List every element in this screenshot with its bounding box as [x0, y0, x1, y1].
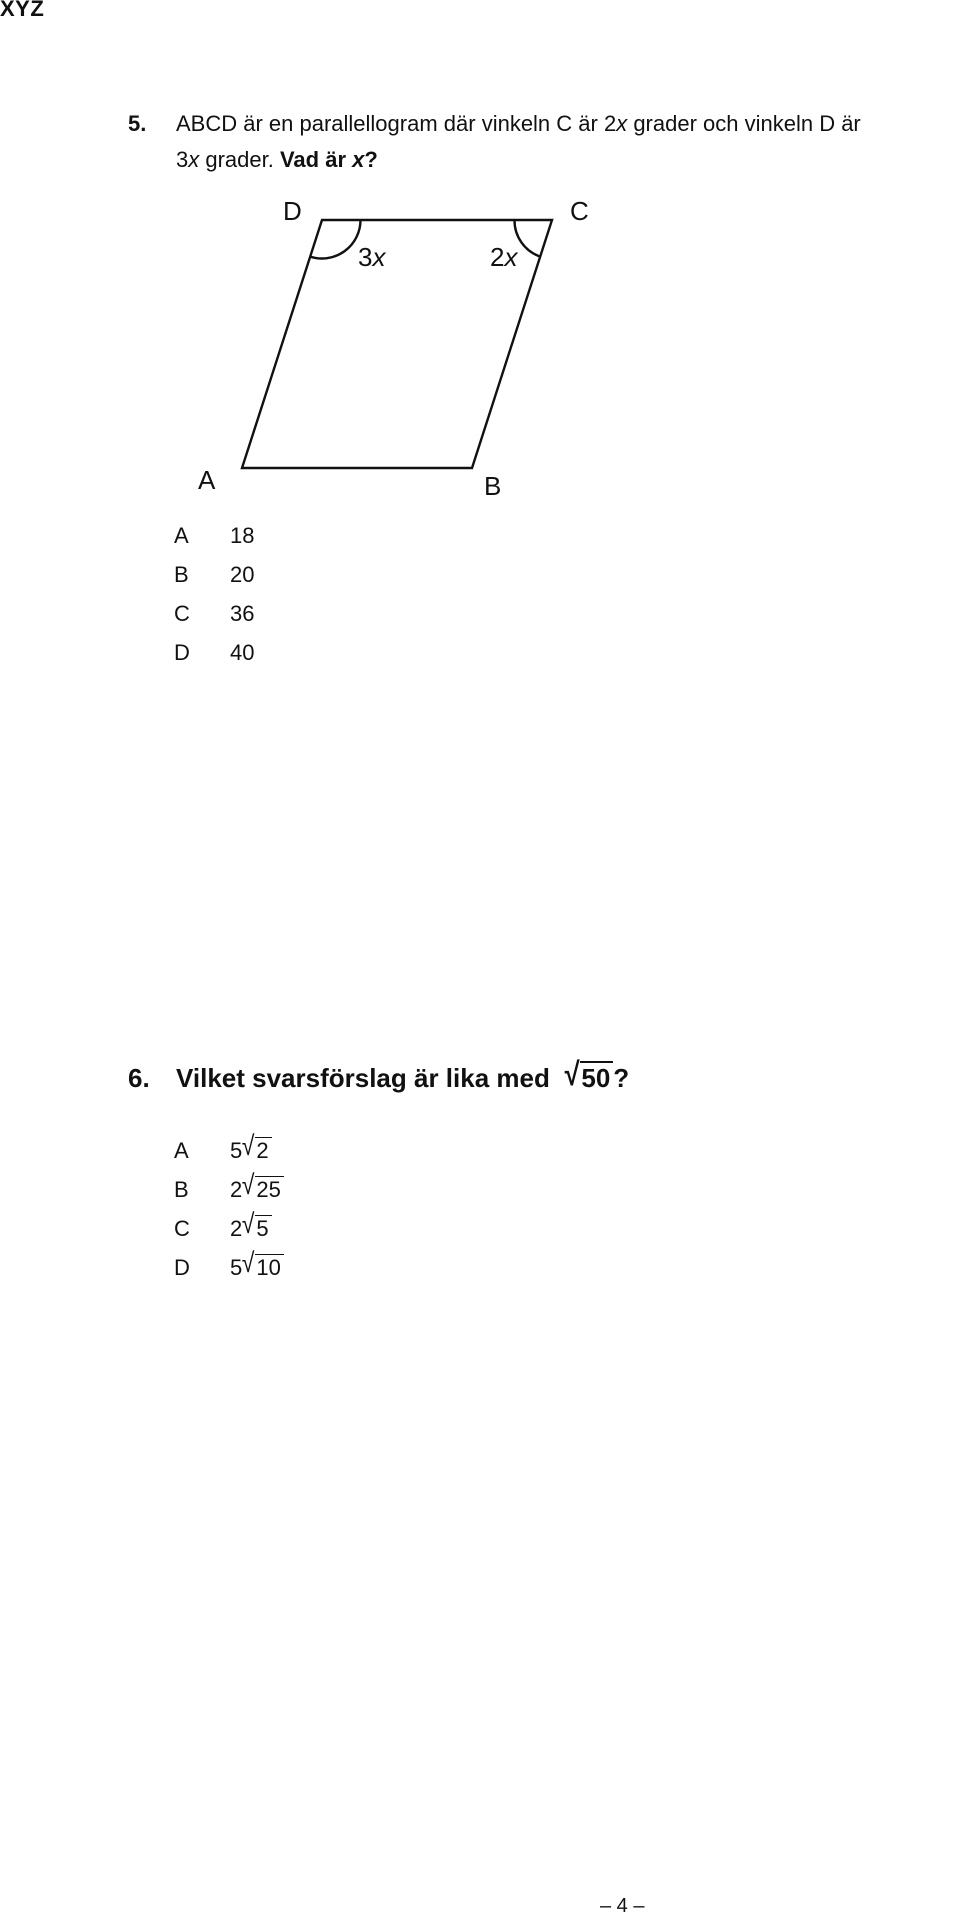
coefficient: 5 [230, 1138, 243, 1163]
angle-d-arc [310, 220, 360, 258]
angle-c-label: 2x [490, 242, 518, 272]
option-letter: B [174, 1177, 189, 1202]
q5-text-part: grader och vinkeln D är [627, 111, 861, 136]
option-letter: A [174, 1138, 189, 1163]
option-letter: C [174, 601, 190, 626]
sqrt-icon: √ [241, 1247, 255, 1279]
page-number: – 4 – [600, 1895, 645, 1917]
angle-c-arc [514, 220, 540, 257]
option-letter: B [174, 562, 189, 587]
vertex-label-a: A [198, 465, 216, 495]
vertex-label-c: C [570, 196, 589, 226]
radicand: 2 [255, 1137, 271, 1164]
parallelogram-figure [0, 0, 960, 520]
q6-sqrt-expression [564, 1054, 613, 1096]
option-value: 36 [230, 601, 255, 626]
option-letter: C [174, 1216, 190, 1241]
vertex-label-d: D [283, 196, 302, 226]
option-value [230, 1248, 284, 1287]
option-letter: A [174, 523, 189, 548]
q5-question: Vad är x? [279, 147, 378, 172]
q5-text-part: ABCD är en parallellogram där vinkeln C är 2 [176, 111, 617, 136]
option-value [230, 1170, 284, 1209]
question-6-number: 6. [128, 1063, 150, 1093]
option-letter: D [174, 1255, 190, 1280]
sqrt-icon: √ [241, 1208, 255, 1240]
q5-text-part: grader. [199, 147, 280, 172]
q5-variable: x [188, 147, 200, 172]
vertex-label-b: B [484, 471, 502, 501]
sqrt-expression [242, 1248, 284, 1287]
option-value: 40 [230, 640, 255, 665]
header-title: XYZ [0, 0, 45, 21]
question-6-text [176, 1054, 630, 1096]
coefficient: 2 [230, 1177, 243, 1202]
q6-question-mark: ? [613, 1063, 630, 1093]
angle-d-label: 3x [358, 242, 386, 272]
radicand: 5 [255, 1215, 271, 1242]
q5-variable: x [616, 111, 628, 136]
option-value: 20 [230, 562, 255, 587]
option-letter: D [174, 640, 190, 665]
coefficient: 2 [230, 1216, 243, 1241]
q5-text-part: 3 [176, 147, 189, 172]
q6-radicand: 50 [580, 1061, 613, 1093]
radicand: 25 [255, 1176, 283, 1203]
radicand: 10 [255, 1254, 283, 1281]
q6-question-text: Vilket svarsförslag är lika med [176, 1063, 550, 1093]
coefficient: 5 [230, 1255, 243, 1280]
sqrt-icon: √ [564, 1054, 580, 1093]
option-value: 18 [230, 523, 255, 548]
question-5-number: 5. [128, 111, 147, 136]
sqrt-icon: √ [241, 1169, 255, 1201]
sqrt-icon: √ [241, 1130, 255, 1162]
